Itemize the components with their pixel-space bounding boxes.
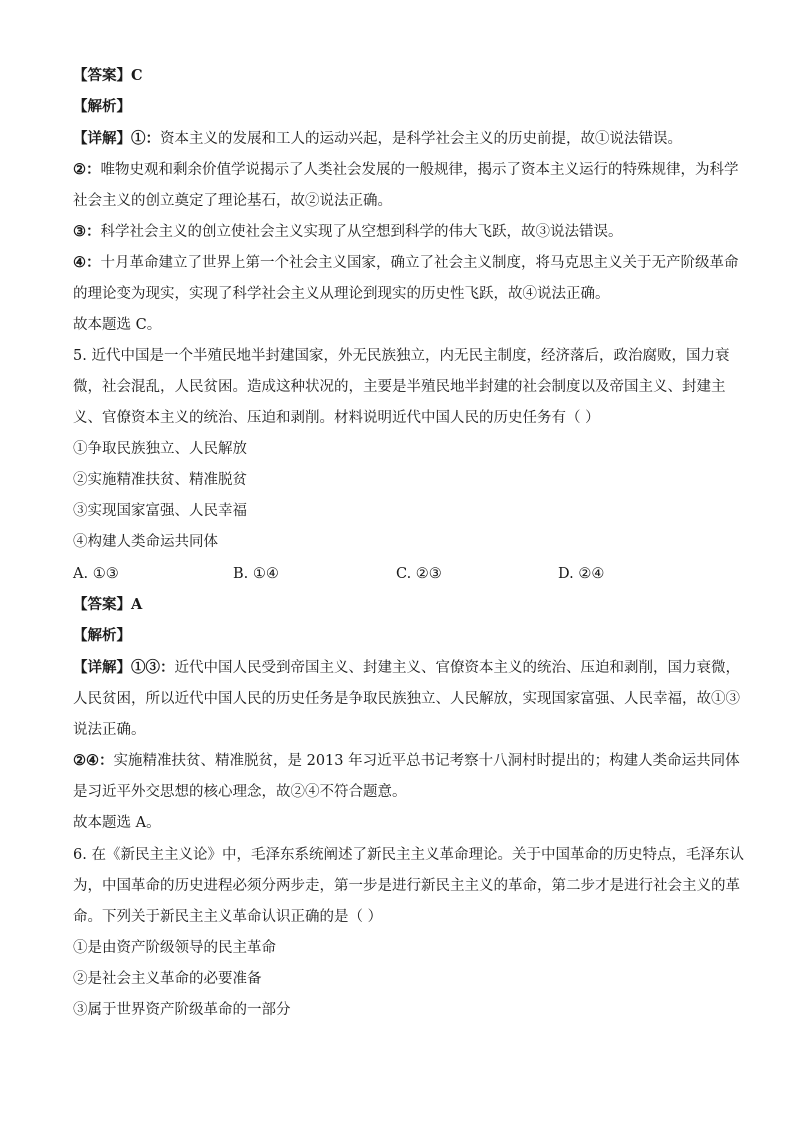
q5-detail-2-text: 实施精准扶贫、精准脱贫，是 2013 年习近平总书记考察十八洞村时提出的；构建人类命运共同体 xyxy=(113,753,740,769)
q4-detail-3-text: 科学社会主义的创立使社会主义实现了从空想到科学的伟大飞跃，故③说法错误。 xyxy=(100,224,623,240)
q4-detail-1-tag: 【详解】①： xyxy=(73,130,160,147)
q4-detail-4-tag: ④： xyxy=(73,254,101,271)
q5-detail-1-tag: 【详解】①③： xyxy=(73,659,175,676)
q5-stem-line-2: 微，社会混乱，人民贫困。造成这种状况的，主要是半殖民地半封建的社会制度以及帝国主义、封建主 xyxy=(73,379,726,395)
q6-stem-line-2: 为，中国革命的历史进程必须分两步走，第一步是进行新民主主义的革命，第二步才是进行社会主义的革 xyxy=(73,878,740,894)
q4-detail-2 xyxy=(73,160,739,180)
q5-answer: 【答案】A xyxy=(73,596,143,613)
q5-detail-1-cont: 人民贫困，所以近代中国人民的历史任务是争取民族独立、人民解放，实现国家富强、人民幸福，故①③ xyxy=(73,691,740,707)
q4-answer: 【答案】C xyxy=(73,67,143,84)
q4-detail-2-tag: ②： xyxy=(73,161,101,178)
q5-stem-line-3: 义、官僚资本主义的统治、压迫和剥削。材料说明近代中国人民的历史任务有（ ） xyxy=(73,410,600,426)
q4-detail-4-text: 十月革命建立了世界上第一个社会主义国家，确立了社会主义制度，将马克思主义关于无产阶级革命 xyxy=(100,255,739,271)
q6-statement-2: ②是社会主义革命的必要准备 xyxy=(73,971,262,987)
q5-option-c: C. ②③ xyxy=(396,566,442,582)
q5-stem-line-1: 5. 近代中国是一个半殖民地半封建国家，外无民族独立，内无民主制度，经济落后，政治腐败，国力衰 xyxy=(73,348,730,364)
q6-stem-line-3: 命。下列关于新民主主义革命认识正确的是（ ） xyxy=(73,909,383,925)
q4-conclusion: 故本题选 C。 xyxy=(73,317,162,333)
q6-stem-line-1: 6. 在《新民主主义论》中，毛泽东系统阐述了新民主主义革命理论。关于中国革命的历史特点，毛泽东认 xyxy=(73,847,744,863)
q4-detail-4 xyxy=(73,253,739,273)
q5-detail-1-text: 近代中国人民受到帝国主义、封建主义、官僚资本主义的统治、压迫和剥削，国力衰微， xyxy=(174,660,740,676)
q5-option-d: D. ②④ xyxy=(558,566,605,582)
q4-detail-1-text: 资本主义的发展和工人的运动兴起，是科学社会主义的历史前提，故①说法错误。 xyxy=(160,131,682,147)
q4-analysis-heading: 【解析】 xyxy=(73,98,131,115)
q4-detail-2-text: 唯物史观和剩余价值学说揭示了人类社会发展的一般规律，揭示了资本主义运行的特殊规律，为科学 xyxy=(100,162,739,178)
q5-statement-3: ③实现国家富强、人民幸福 xyxy=(73,503,247,519)
q4-detail-3-tag: ③： xyxy=(73,223,101,240)
q5-statement-2: ②实施精准扶贫、精准脱贫 xyxy=(73,472,247,488)
q4-detail-2-cont: 社会主义的创立奠定了理论基石，故②说法正确。 xyxy=(73,193,392,209)
q5-detail-2 xyxy=(73,751,740,771)
q4-detail-4-cont: 的理论变为现实，实现了科学社会主义从理论到现实的历史性飞跃，故④说法正确。 xyxy=(73,286,610,302)
q6-statement-3: ③属于世界资产阶级革命的一部分 xyxy=(73,1002,291,1018)
q5-detail-2-tag: ②④： xyxy=(73,752,114,769)
q5-statement-4: ④构建人类命运共同体 xyxy=(73,534,218,550)
q5-analysis-heading: 【解析】 xyxy=(73,627,131,644)
q5-option-b: B. ①④ xyxy=(233,566,279,582)
q5-conclusion: 故本题选 A。 xyxy=(73,815,161,831)
q5-detail-2-cont: 是习近平外交思想的核心理念，故②④不符合题意。 xyxy=(73,784,407,800)
q5-detail-1 xyxy=(73,658,740,678)
q5-statement-1: ①争取民族独立、人民解放 xyxy=(73,441,247,457)
q4-detail-1 xyxy=(73,129,682,149)
q4-detail-3 xyxy=(73,222,623,242)
q5-detail-1-cont-2: 说法正确。 xyxy=(73,722,146,738)
q6-statement-1: ①是由资产阶级领导的民主革命 xyxy=(73,940,276,956)
q5-option-a: A. ①③ xyxy=(73,566,119,582)
